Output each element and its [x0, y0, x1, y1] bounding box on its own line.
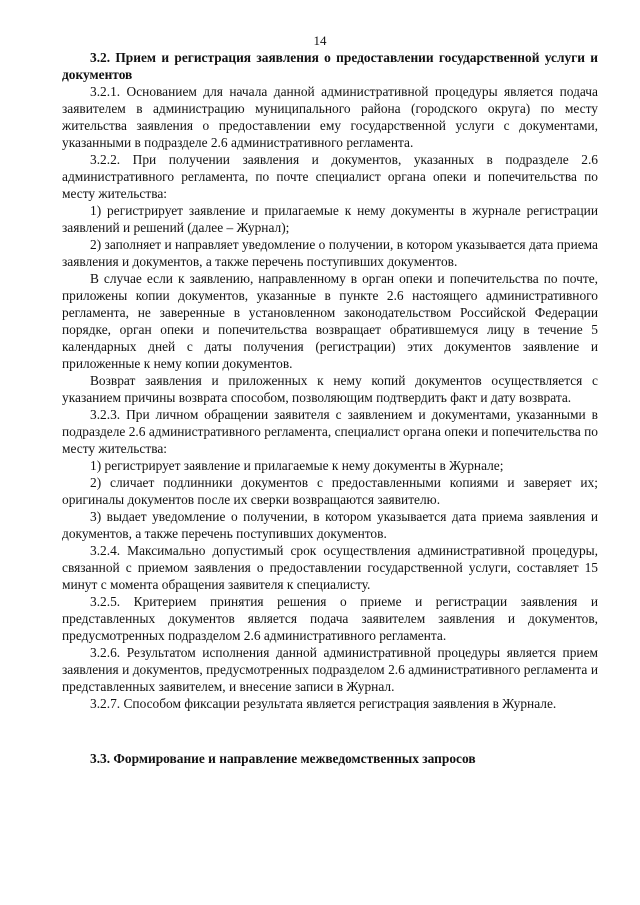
paragraph-return-reason: Возврат заявления и приложенных к нему копий документов осуществляется с указанием причины возврата способом, позволяющим подтвердить факт и дату возврата.: [62, 373, 598, 405]
next-section-heading: 3.3. Формирование и направление межведомственных запросов: [90, 751, 476, 766]
document-body: [62, 49, 598, 767]
list-item-issue-notice: 3) выдает уведомление о получении, в котором указывается дата приема заявления и документов, а также перечень поступивших документов.: [62, 509, 598, 541]
paragraph-unverified-copies: В случае если к заявлению, направленному в орган опеки и попечительства по почте, приложены копии документов, указанные в пункте 2.6 настоящего административного регламента, не заверенные в установленном законодательством Российской Федерации порядке, орган опеки и попечительства возвращает обратившемуся лицу в течение 5 календарных дней с даты получения (регистрации) этих документов заявление и приложенные к нему копии документов.: [62, 271, 598, 371]
paragraph-3-2-1: 3.2.1. Основанием для начала данной административной процедуры является подача заявителем в администрацию муниципального района (городского округа) по месту жительства заявления о предоставлении ему государственной услуги с документами, указанными в подразделе 2.6 административного регламента.: [62, 84, 598, 150]
paragraph-3-2-7: 3.2.7. Способом фиксации результата является регистрация заявления в Журнале.: [90, 696, 557, 711]
section-heading: 3.2. Прием и регистрация заявления о предоставлении государственной услуги и документов: [62, 50, 598, 82]
list-item-send-notice: 2) заполняет и направляет уведомление о получении, в котором указывается дата приема заявления и документов, а также перечень поступивших документов.: [62, 237, 598, 269]
paragraph-3-2-6: 3.2.6. Результатом исполнения данной административной процедуры является прием заявления и документов, предусмотренных подразделом 2.6 административного регламента и представленных заявителем, и внесение записи в Журнал.: [62, 645, 598, 694]
paragraph-3-2-4: 3.2.4. Максимально допустимый срок осуществления административной процедуры, связанной с приемом заявления о предоставлении государственной услуги, составляет 15 минут с момента обращения заявителя к специалисту.: [62, 543, 598, 592]
paragraph-3-2-5: 3.2.5. Критерием принятия решения о приеме и регистрации заявления и представленных документов является подача заявителем заявления и документов, предусмотренных подразделом 2.6 административного регламента.: [62, 594, 598, 643]
list-item-register-personal: 1) регистрирует заявление и прилагаемые к нему документы в Журнале;: [90, 458, 504, 473]
page-number: 14: [313, 33, 327, 48]
list-item-compare-originals: 2) сличает подлинники документов с предоставленными копиями и заверяет их; оригиналы документов после их сверки возвращаются заявителю.: [62, 475, 598, 507]
paragraph-3-2-2: 3.2.2. При получении заявления и документов, указанных в подразделе 2.6 административного регламента, по почте специалист органа опеки и попечительства по месту жительства:: [62, 152, 598, 201]
list-item-register-mail: 1) регистрирует заявление и прилагаемые к нему документы в журнале регистрации заявлений и решений (далее – Журнал);: [62, 203, 598, 235]
paragraph-3-2-3: 3.2.3. При личном обращении заявителя с заявлением и документами, указанными в подразделе 2.6 административного регламента, специалист органа опеки и попечительства по месту жительства:: [62, 407, 598, 456]
